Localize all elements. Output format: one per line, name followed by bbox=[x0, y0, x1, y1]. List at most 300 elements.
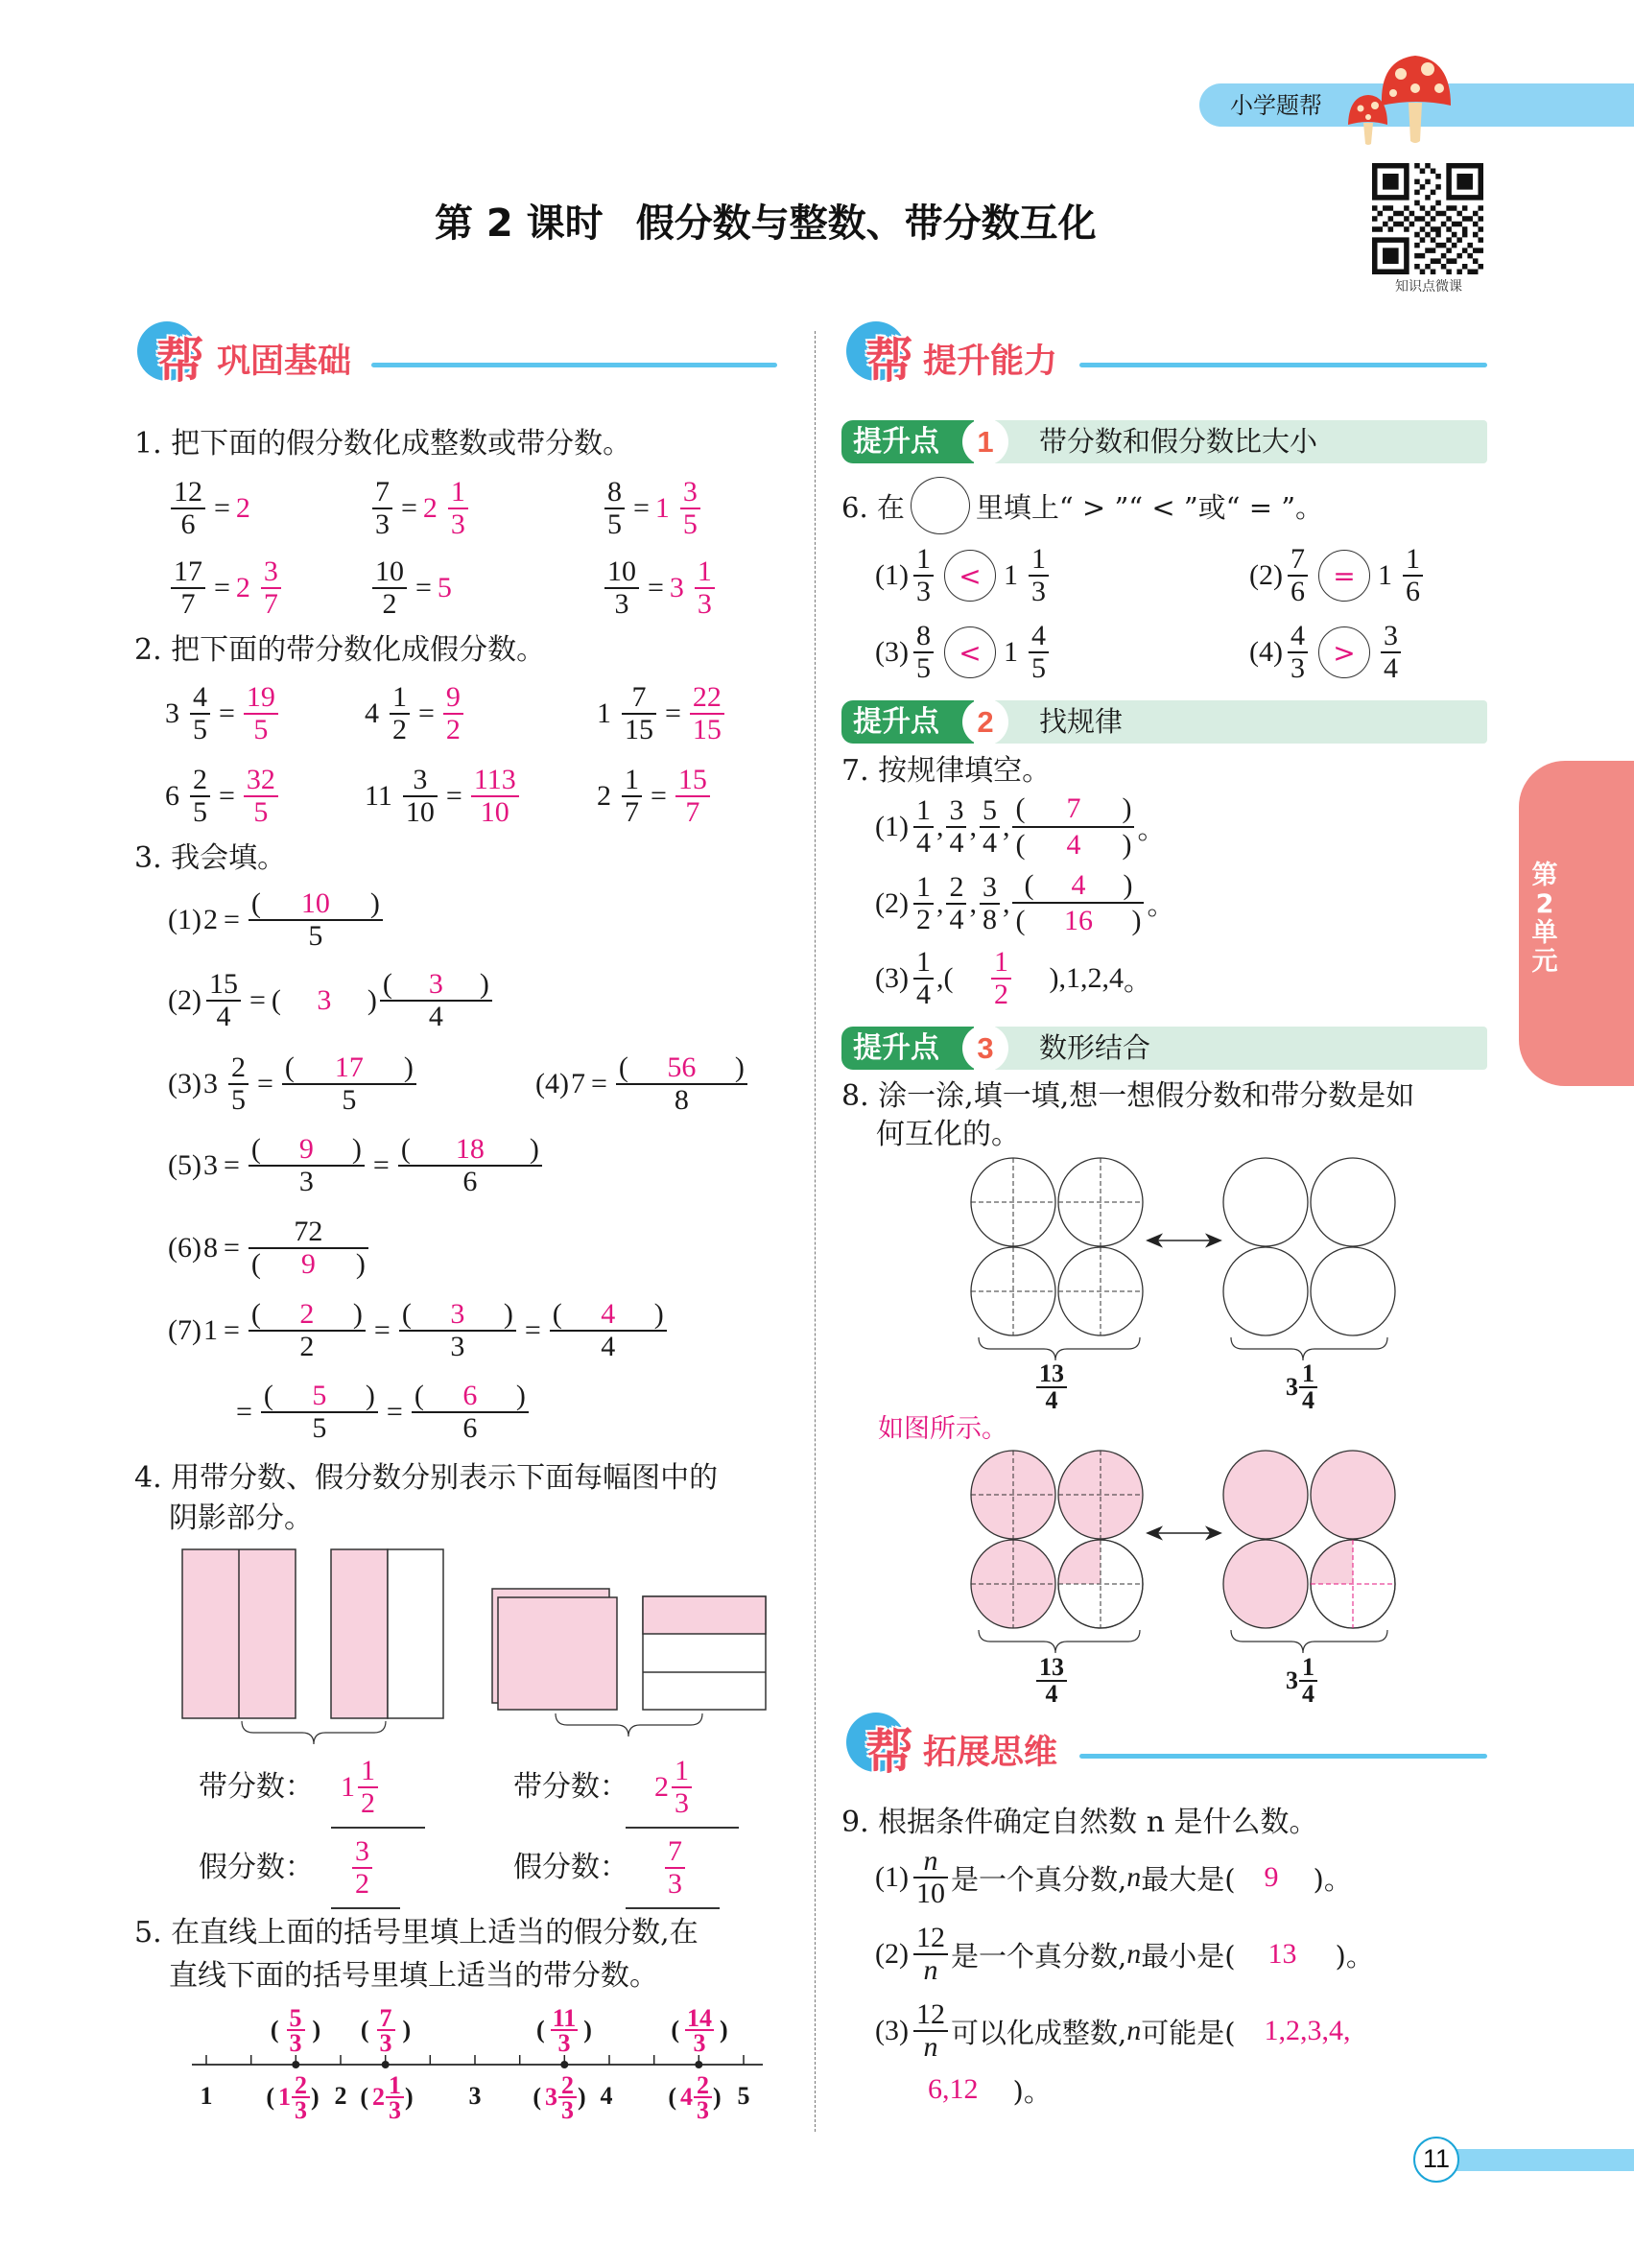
fraction bbox=[1029, 545, 1049, 606]
denominator: 15 bbox=[692, 714, 722, 745]
answer-continued: 6,12 bbox=[928, 2073, 979, 2105]
answer-fraction bbox=[694, 2070, 712, 2124]
denominator: 5 bbox=[682, 508, 698, 540]
answer-fraction bbox=[471, 766, 519, 827]
mixed-answer-label bbox=[254, 2070, 331, 2124]
numerator: 3 bbox=[1381, 622, 1401, 653]
section-line bbox=[1079, 1754, 1487, 1759]
q7-item bbox=[875, 948, 1151, 1009]
denominator: 4 bbox=[1045, 1680, 1058, 1708]
q8-shaded-circles-figure bbox=[959, 1444, 1410, 1657]
closing-text: )。 bbox=[1313, 1862, 1352, 1896]
denominator: 5 bbox=[312, 1412, 327, 1444]
item-label: (2) bbox=[168, 984, 201, 1016]
topic-bar-1 bbox=[841, 420, 1487, 463]
q9-item bbox=[875, 1847, 1352, 1908]
numerator-blank bbox=[380, 970, 492, 1002]
q2-item bbox=[365, 683, 466, 744]
improper-answer-label bbox=[659, 2003, 740, 2057]
topic-title: 找规律 bbox=[1039, 705, 1124, 738]
numerator: 12 bbox=[913, 1924, 948, 1955]
q8-prompt-line2: 何互化的。 bbox=[876, 1118, 1020, 1151]
q6-prompt-prefix: 6. 在 bbox=[841, 490, 905, 524]
question-text: 可能是( bbox=[1141, 2016, 1236, 2049]
mixed-number-label bbox=[1286, 1359, 1320, 1414]
numerator: 1 bbox=[1403, 545, 1423, 577]
sequence-rest: 1,2,4 bbox=[1065, 962, 1124, 994]
denominator: 10 bbox=[915, 1878, 945, 1909]
q1-item bbox=[602, 557, 718, 619]
fraction bbox=[171, 557, 205, 619]
topic-bar-2 bbox=[841, 700, 1487, 744]
fraction bbox=[249, 1300, 366, 1361]
answer: 9 bbox=[1264, 1861, 1279, 1893]
right-paren: ) bbox=[369, 887, 380, 919]
closing-text: )。 bbox=[1335, 1939, 1374, 1973]
denominator-blank bbox=[249, 1249, 368, 1279]
denominator: 3 bbox=[675, 1787, 689, 1819]
denominator: 5 bbox=[253, 714, 269, 745]
topic-number: 2 bbox=[962, 698, 1008, 745]
denominator: 4 bbox=[915, 979, 931, 1010]
q6-prompt bbox=[841, 476, 1323, 535]
denominator: 5 bbox=[915, 652, 931, 684]
improper-fraction-label bbox=[1033, 1359, 1070, 1414]
denominator: 5 bbox=[253, 796, 269, 828]
denominator-blank bbox=[1012, 828, 1134, 862]
numerator: 17 bbox=[171, 557, 205, 589]
right-paren: ) bbox=[713, 2083, 722, 2111]
left-paren: ( bbox=[250, 1298, 261, 1330]
answer-fraction bbox=[680, 478, 700, 539]
whole-part: 3 bbox=[202, 1068, 218, 1099]
period: 。 bbox=[1147, 888, 1175, 921]
numerator: 10 bbox=[372, 557, 407, 589]
axis-label: 1 bbox=[200, 2082, 213, 2110]
denominator: n bbox=[923, 2031, 938, 2063]
column-divider bbox=[815, 331, 816, 2132]
equals-sign: = bbox=[651, 780, 667, 812]
section-badge-basic: 帮 bbox=[156, 333, 204, 389]
denominator: 7 bbox=[180, 588, 196, 620]
equals-sign: = bbox=[401, 492, 417, 524]
answer-underline bbox=[331, 1827, 425, 1829]
numerator: 1 bbox=[991, 948, 1011, 980]
item-label: (1) bbox=[875, 559, 909, 591]
comparison-answer: < bbox=[944, 626, 996, 678]
left-paren: ( bbox=[533, 2083, 541, 2111]
denominator: 7 bbox=[625, 796, 639, 828]
right-paren: ) bbox=[1122, 792, 1132, 824]
numerator-blank bbox=[249, 889, 383, 921]
double-arrow-icon bbox=[1148, 1527, 1220, 1539]
answer-fraction bbox=[685, 2003, 714, 2057]
improper-answer-label bbox=[524, 2003, 604, 2057]
numerator: 5 bbox=[287, 2007, 305, 2031]
mixed-number-label bbox=[1286, 1653, 1320, 1708]
numerator: 7 bbox=[622, 683, 656, 715]
numerator: 3 bbox=[261, 557, 281, 589]
q7-prompt: 7. 按规律填空。 bbox=[841, 754, 1052, 788]
item-label: (3) bbox=[875, 2015, 909, 2046]
right-paren: ) bbox=[653, 1298, 664, 1330]
fraction bbox=[913, 796, 934, 858]
q9-item bbox=[875, 2000, 1351, 2062]
denominator: 6 bbox=[180, 508, 196, 540]
q3-item bbox=[168, 970, 495, 1031]
numerator: 7 bbox=[1288, 545, 1308, 577]
left-paren: ( bbox=[1024, 869, 1034, 901]
numerator: 3 bbox=[980, 873, 1000, 905]
denominator: 2 bbox=[361, 1787, 375, 1819]
whole-part: 1 bbox=[597, 697, 611, 729]
numerator: 15 bbox=[206, 970, 241, 1002]
answer-numerator: 10 bbox=[300, 887, 330, 919]
numerator: 1 bbox=[358, 1757, 378, 1788]
right-paren: ) bbox=[352, 1298, 363, 1330]
numerator-blank bbox=[249, 1300, 366, 1332]
right-paren: ) bbox=[479, 968, 489, 1000]
fraction bbox=[261, 1382, 378, 1443]
denominator: 3 bbox=[1030, 576, 1046, 607]
numerator: 1 bbox=[448, 478, 468, 509]
left-paren: ( bbox=[263, 1380, 273, 1411]
fraction bbox=[1288, 545, 1308, 606]
answer-fraction bbox=[244, 683, 278, 744]
denominator: 3 bbox=[915, 576, 931, 607]
answer-whole: 3 bbox=[669, 572, 684, 603]
right-paren: ) bbox=[403, 1051, 414, 1083]
numerator: 2 bbox=[694, 2074, 712, 2098]
q5-prompt-line2: 直线下面的括号里填上适当的带分数。 bbox=[169, 1959, 658, 1993]
right-paren: ) bbox=[734, 1051, 745, 1083]
denominator: 10 bbox=[405, 796, 435, 828]
numerator: 12 bbox=[913, 2000, 948, 2032]
condition-text: 是一个真分数, bbox=[950, 1862, 1127, 1896]
left-paren: ( bbox=[270, 2016, 279, 2044]
unit-label-char: 元 bbox=[1531, 947, 1558, 977]
denominator: 4 bbox=[1045, 1386, 1058, 1414]
q1-item bbox=[369, 557, 452, 619]
q2-prompt: 2. 把下面的带分数化成假分数。 bbox=[134, 633, 546, 667]
denominator: 8 bbox=[982, 903, 997, 935]
numerator: 7 bbox=[377, 2007, 395, 2031]
closing-text: )。 bbox=[1012, 2074, 1052, 2108]
denominator: 5 bbox=[607, 508, 622, 540]
answer-whole: 2 bbox=[422, 492, 438, 524]
variable-n: n bbox=[1126, 2015, 1142, 2046]
left-paren: ( bbox=[552, 1298, 562, 1330]
fraction bbox=[282, 1053, 416, 1115]
q3-item bbox=[535, 1053, 750, 1115]
answer-fraction bbox=[672, 1757, 692, 1818]
left-paren: ( bbox=[250, 1248, 261, 1280]
denominator: 10 bbox=[480, 796, 509, 828]
equals-sign: = bbox=[415, 572, 432, 603]
numerator: 11 bbox=[552, 2003, 577, 2032]
answer-fraction bbox=[675, 766, 710, 827]
equals-sign: = bbox=[214, 572, 230, 603]
numerator: 4 bbox=[1288, 622, 1308, 653]
denominator: 4 bbox=[601, 1331, 616, 1362]
fraction bbox=[1036, 1359, 1067, 1414]
q1-item bbox=[168, 557, 284, 619]
numerator: 19 bbox=[244, 683, 278, 715]
given-number: 2 bbox=[202, 904, 218, 935]
equals-sign: = bbox=[219, 697, 235, 729]
fraction bbox=[913, 2000, 948, 2062]
equals-sign: = bbox=[372, 1149, 390, 1181]
answer-note: 如图所示。 bbox=[878, 1414, 1007, 1444]
comma: , bbox=[1058, 962, 1066, 994]
numerator: 1 bbox=[695, 557, 715, 589]
answer-fraction bbox=[358, 1757, 378, 1818]
right-paren: ) bbox=[355, 1248, 366, 1280]
given-number: 8 bbox=[202, 1232, 218, 1264]
numerator: 7 bbox=[665, 1837, 685, 1869]
numerator-blank bbox=[412, 1382, 529, 1413]
q6-item bbox=[1249, 622, 1404, 683]
right-paren: ) bbox=[405, 2083, 414, 2111]
answer-numerator: 5 bbox=[312, 1380, 327, 1411]
q9-item bbox=[875, 1924, 1374, 1985]
q4-prompt-line1: 4. 用带分数、假分数分别表示下面每幅图中的 bbox=[134, 1461, 719, 1495]
q5-prompt-line1: 5. 在直线上面的括号里填上适当的假分数,在 bbox=[134, 1916, 699, 1949]
numerator: 32 bbox=[244, 766, 278, 797]
answer-fraction bbox=[991, 948, 1011, 1009]
left-paren: ( bbox=[400, 1133, 411, 1165]
fraction bbox=[390, 683, 410, 744]
comma: , bbox=[969, 811, 977, 842]
whole-part: 6 bbox=[165, 780, 179, 812]
fraction bbox=[249, 1135, 365, 1196]
equals-sign: = bbox=[648, 572, 664, 603]
answer-whole: 2 bbox=[235, 572, 250, 603]
answer-improper-fraction bbox=[349, 1837, 375, 1899]
right-paren: ) bbox=[1131, 905, 1142, 936]
fraction bbox=[228, 1053, 249, 1115]
fraction bbox=[913, 545, 934, 606]
denominator: 7 bbox=[685, 796, 700, 828]
equals-sign: = bbox=[219, 780, 235, 812]
whole-part: 1 bbox=[1003, 636, 1018, 668]
blank-circle-icon bbox=[911, 477, 970, 534]
given-number: 3 bbox=[202, 1149, 218, 1181]
denominator: 4 bbox=[216, 1001, 231, 1032]
denominator: 4 bbox=[949, 903, 964, 935]
mixed-answer-label bbox=[521, 2070, 598, 2124]
right-paren: ) bbox=[1049, 962, 1059, 994]
denominator: 3 bbox=[375, 508, 390, 540]
left-paren: ( bbox=[943, 962, 954, 994]
left-paren: ( bbox=[536, 2016, 545, 2044]
left-paren: ( bbox=[360, 2016, 369, 2044]
item-label: (4) bbox=[1249, 636, 1283, 668]
unit-label-char: 第 bbox=[1531, 861, 1558, 890]
fraction bbox=[403, 766, 438, 827]
q3-item bbox=[168, 1300, 670, 1361]
denominator: 2 bbox=[299, 1331, 315, 1362]
whole-part: 4 bbox=[365, 697, 379, 729]
fraction bbox=[622, 766, 642, 827]
numerator-blank bbox=[398, 1135, 542, 1167]
fraction bbox=[412, 1382, 529, 1443]
fraction bbox=[980, 796, 1000, 858]
answer-whole: 1 bbox=[341, 1771, 355, 1803]
numerator: 2 bbox=[558, 2074, 577, 2098]
denominator: 15 bbox=[625, 714, 653, 745]
q6-item bbox=[875, 622, 1052, 683]
numerator: 2 bbox=[292, 2074, 310, 2098]
answer-numerator: 6 bbox=[462, 1380, 478, 1411]
improper-fraction-label bbox=[1033, 1653, 1070, 1708]
q8-prompt bbox=[841, 1077, 1414, 1154]
answer-fraction-blank bbox=[1012, 792, 1134, 862]
improper-fraction-label: 假分数： bbox=[513, 1851, 628, 1884]
q2-item bbox=[365, 766, 522, 827]
answer-whole: 1 bbox=[278, 2083, 291, 2111]
item-label: (3) bbox=[875, 962, 909, 994]
fraction bbox=[980, 870, 1000, 935]
q5-prompt bbox=[134, 1911, 699, 1997]
topic-number: 1 bbox=[962, 418, 1008, 465]
numerator-blank bbox=[249, 1135, 365, 1167]
answer-blank bbox=[943, 948, 1058, 1009]
equals-sign: = bbox=[524, 1314, 541, 1346]
answer-whole: 5 bbox=[437, 572, 452, 603]
numerator-blank bbox=[399, 1300, 516, 1332]
answer-whole: 2 bbox=[654, 1771, 669, 1803]
answer-improper-fraction bbox=[662, 1837, 688, 1899]
condition-text: 是一个真分数, bbox=[950, 1939, 1127, 1973]
answer-underline bbox=[626, 1827, 739, 1829]
fraction bbox=[1381, 622, 1401, 683]
fraction bbox=[190, 766, 210, 827]
denominator: 3 bbox=[693, 2028, 706, 2057]
fraction bbox=[913, 1924, 948, 1985]
denominator: 2 bbox=[445, 714, 461, 745]
answer-mixed-number bbox=[341, 1757, 381, 1818]
answer-fraction-blank bbox=[1012, 869, 1144, 937]
topic-badge: 提升点 bbox=[841, 700, 974, 744]
denominator: 4 bbox=[428, 1001, 443, 1032]
denominator: 6 bbox=[462, 1166, 478, 1197]
right-paren: ) bbox=[578, 2083, 586, 2111]
answer-fraction bbox=[244, 766, 278, 827]
topic-badge: 提升点 bbox=[841, 420, 974, 463]
item-label: (3) bbox=[168, 1068, 201, 1099]
numerator: 1 bbox=[672, 1757, 692, 1788]
left-paren: ( bbox=[618, 1051, 628, 1083]
mixed-number-label: 带分数： bbox=[199, 1770, 314, 1804]
numerator: 8 bbox=[913, 622, 934, 653]
left-paren: ( bbox=[671, 2016, 679, 2044]
q3-item bbox=[168, 1135, 545, 1196]
whole-part: 2 bbox=[597, 780, 611, 812]
whole-blank bbox=[272, 984, 377, 1017]
answer-numerator: 18 bbox=[455, 1133, 485, 1165]
numerator: 113 bbox=[471, 766, 519, 797]
improper-answer-label bbox=[345, 2003, 426, 2057]
fraction bbox=[249, 889, 383, 951]
answer-numerator: 3 bbox=[428, 968, 443, 1000]
given-number: 7 bbox=[570, 1068, 585, 1099]
fraction bbox=[1288, 622, 1308, 683]
answer: 13 bbox=[1267, 1938, 1297, 1970]
equals-sign: = bbox=[386, 1396, 403, 1428]
denominator: n bbox=[923, 1954, 938, 1986]
fraction bbox=[913, 948, 934, 1009]
denominator: 5 bbox=[342, 1084, 357, 1116]
numerator: 13 bbox=[1036, 1656, 1067, 1682]
numerator: 2 bbox=[228, 1053, 249, 1085]
numerator: 72 bbox=[249, 1217, 368, 1249]
comparison-answer: = bbox=[1318, 550, 1370, 602]
denominator: 3 bbox=[614, 588, 629, 620]
answer-denominator: 9 bbox=[300, 1248, 316, 1280]
right-paren: ) bbox=[365, 1380, 375, 1411]
denominator: 3 bbox=[697, 2095, 709, 2124]
q6-item bbox=[875, 545, 1052, 606]
equals-sign: = bbox=[223, 1149, 240, 1181]
right-paren: ) bbox=[311, 2083, 320, 2111]
denominator: 3 bbox=[295, 2095, 307, 2124]
fraction bbox=[1299, 1359, 1317, 1414]
fraction bbox=[946, 870, 966, 935]
section-title-improve: 提升能力 bbox=[923, 343, 1058, 381]
right-paren: ) bbox=[1123, 869, 1133, 901]
denominator: 6 bbox=[462, 1412, 478, 1444]
right-paren: ) bbox=[720, 2016, 728, 2044]
whole-part: 3 bbox=[165, 697, 179, 729]
answer-fraction bbox=[261, 557, 281, 619]
denominator: 5 bbox=[308, 920, 323, 952]
numerator: 13 bbox=[1036, 1362, 1067, 1388]
fraction bbox=[616, 1053, 747, 1115]
denominator: 5 bbox=[193, 796, 207, 828]
fraction bbox=[622, 683, 656, 744]
q1-prompt: 1. 把下面的假分数化成整数或带分数。 bbox=[134, 427, 632, 461]
answer-whole: 2 bbox=[372, 2083, 385, 2111]
q7-item bbox=[875, 792, 1166, 862]
answer-numerator: 3 bbox=[450, 1298, 465, 1330]
denominator: 3 bbox=[389, 2095, 401, 2124]
equals-sign: = bbox=[373, 1314, 391, 1346]
whole-part: 1 bbox=[1377, 559, 1392, 591]
axis-label: 3 bbox=[468, 2082, 482, 2110]
numerator-blank bbox=[282, 1053, 416, 1085]
q3-item-continued bbox=[230, 1382, 532, 1443]
denominator: 2 bbox=[915, 903, 931, 935]
page-number: 11 bbox=[1413, 2137, 1459, 2183]
answer-numerator: 2 bbox=[299, 1298, 315, 1330]
numerator: 1 bbox=[913, 948, 934, 980]
number-line bbox=[182, 2053, 777, 2076]
answer-fraction bbox=[665, 1837, 685, 1899]
denominator: 4 bbox=[1383, 652, 1398, 684]
topic-title: 带分数和假分数比大小 bbox=[1039, 425, 1318, 458]
numerator-blank bbox=[1012, 869, 1144, 904]
numerator: 4 bbox=[1029, 622, 1049, 653]
answer-numerator: 17 bbox=[334, 1051, 364, 1083]
equals-sign: = bbox=[445, 780, 462, 812]
denominator: 2 bbox=[382, 588, 397, 620]
answer-numerator: 4 bbox=[601, 1298, 616, 1330]
lesson-topic: 假分数与整数、带分数互化 bbox=[635, 201, 1097, 246]
numerator-blank bbox=[1012, 792, 1134, 828]
numerator: 8 bbox=[604, 478, 625, 509]
answer-fraction bbox=[551, 2003, 579, 2057]
